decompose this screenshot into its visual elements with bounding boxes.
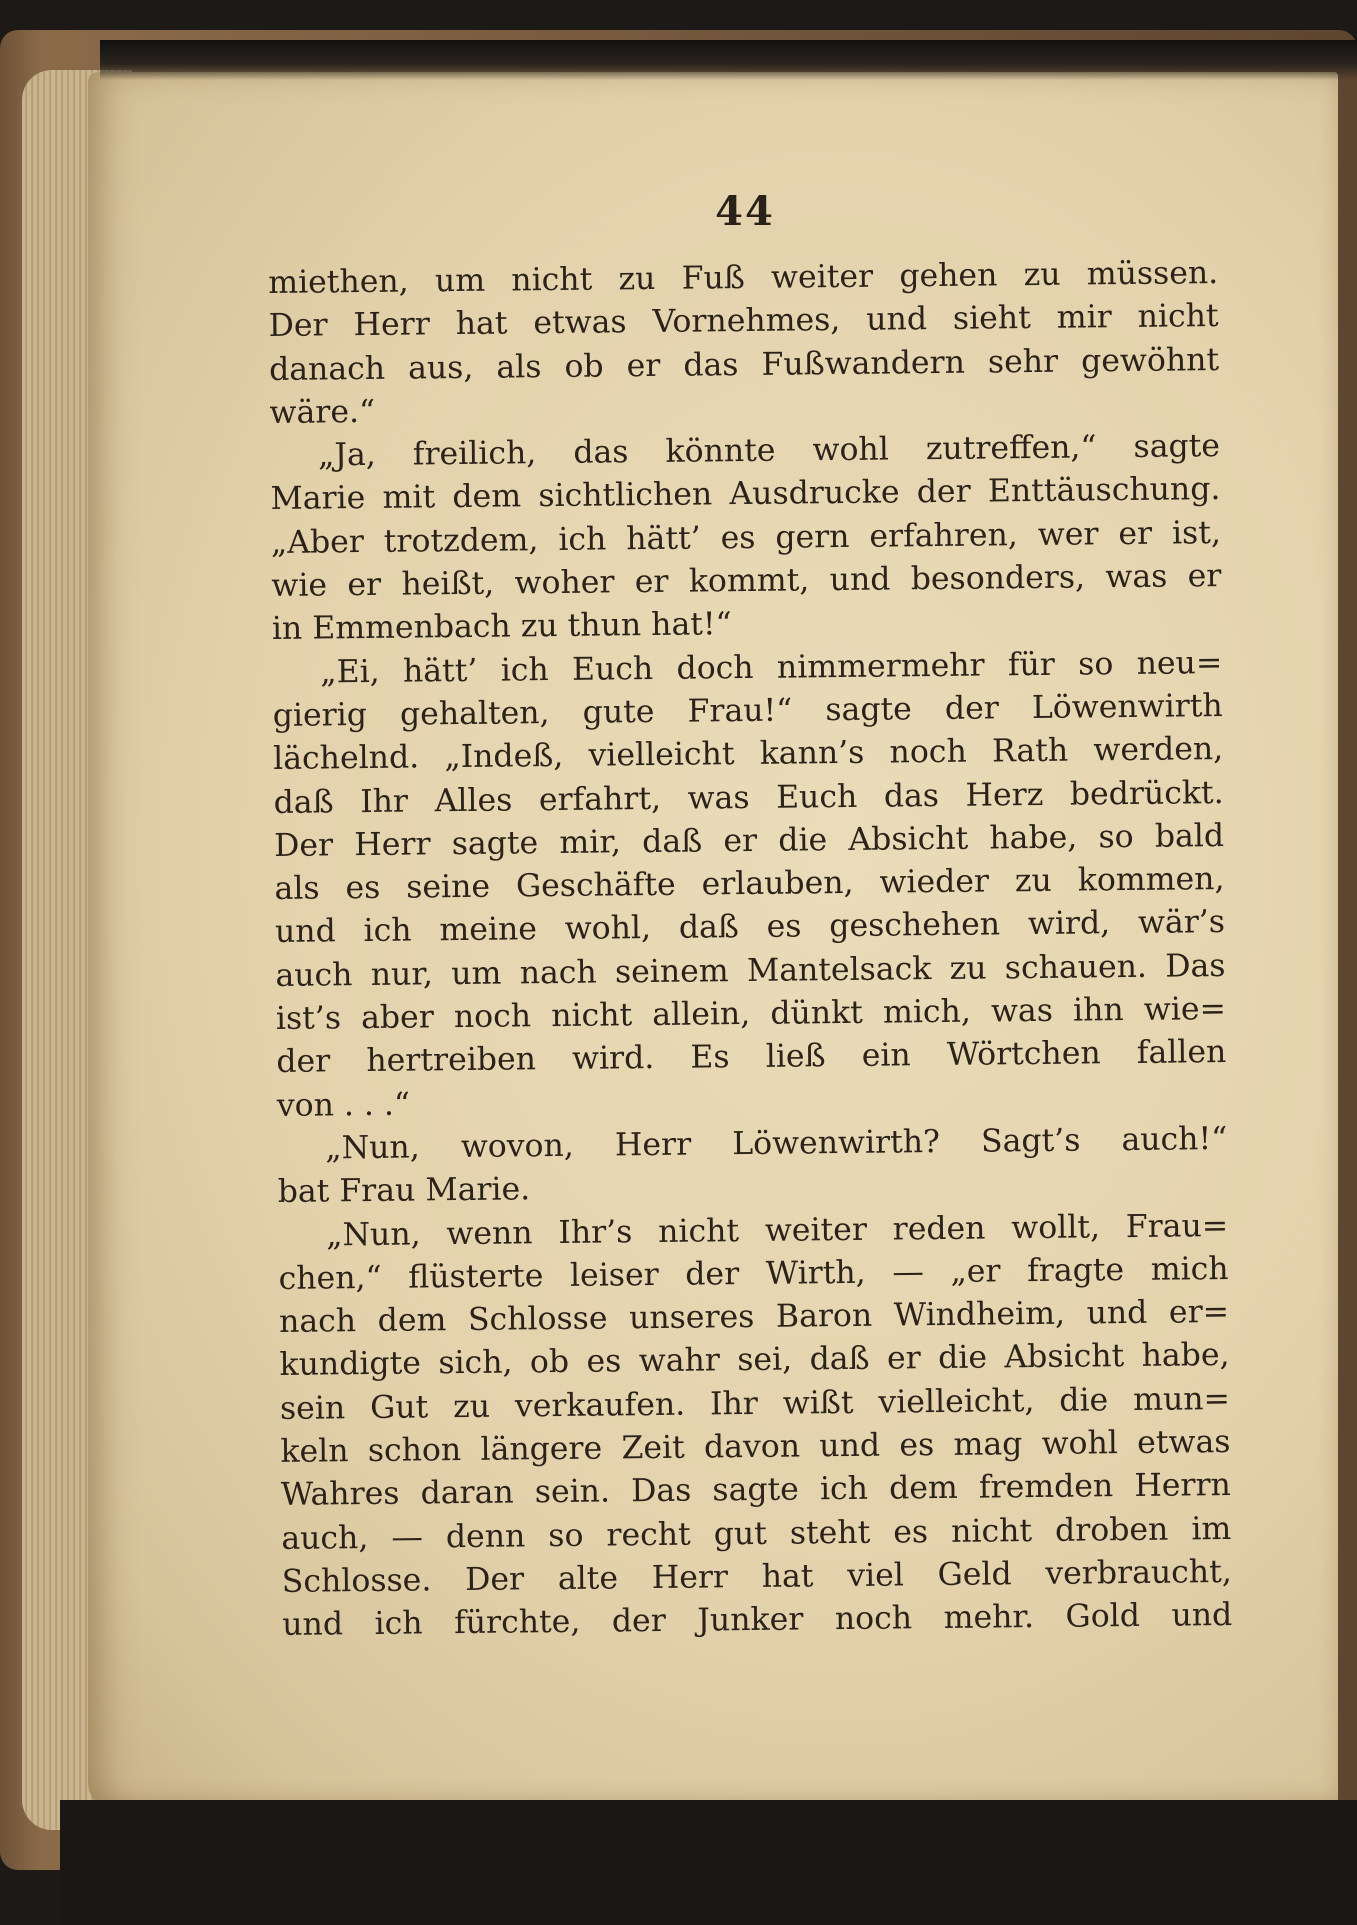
text-line: chen,“ flüsterte leiser der Wirth, — „er fragte mich bbox=[278, 1250, 1229, 1297]
text-line: wie er heißt, woher er kommt, und besonders, was er bbox=[271, 558, 1222, 605]
text-line: als es seine Geschäfte erlauben, wieder zu kommen, bbox=[274, 861, 1225, 908]
text-line: gierig gehalten, gute Frau!“ sagte der Löwenwirth bbox=[272, 687, 1223, 734]
text-line: miethen, um nicht zu Fuß weiter gehen zu müssen. bbox=[268, 255, 1219, 301]
text-line: „Nun, wenn Ihr’s nicht weiter reden wollt, Frau= bbox=[326, 1207, 1229, 1253]
text-line: nach dem Schlosse unseres Baron Windheim, und er= bbox=[278, 1294, 1230, 1341]
text-line: „Ei, hätt’ ich Euch doch nimmermehr für so neu= bbox=[320, 644, 1223, 691]
text-line: Der Herr hat etwas Vornehmes, und sieht mir nicht bbox=[268, 298, 1219, 345]
text-line: auch, — denn so recht gut steht es nicht droben im bbox=[281, 1510, 1232, 1557]
text-line: bat Frau Marie. bbox=[277, 1171, 531, 1211]
text-line: „Aber trotzdem, ich hätt’ es gern erfahren, wer er ist, bbox=[270, 514, 1222, 561]
text-line: der hertreiben wird. Es ließ ein Wörtchen fallen bbox=[276, 1034, 1227, 1081]
text-line: sein Gut zu verkaufen. Ihr wißt vielleicht, die mun= bbox=[279, 1380, 1231, 1427]
text-line: auch nur, um nach seinem Mantelsack zu schauen. Das bbox=[275, 947, 1226, 994]
text-line: wäre.“ bbox=[269, 393, 376, 431]
text-line: lächelnd. „Indeß, vielleicht kann’s noch Rath werden, bbox=[273, 731, 1224, 778]
text-line: und ich fürchte, der Junker noch mehr. Gold und bbox=[282, 1597, 1233, 1644]
top-shadow bbox=[100, 40, 1357, 80]
text-line: und ich meine wohl, daß es geschehen wird, wär’s bbox=[274, 904, 1226, 951]
text-line: Der Herr sagte mir, daß er die Absicht habe, so bald bbox=[273, 817, 1225, 864]
text-line: von . . .“ bbox=[276, 1086, 411, 1124]
text-line: ist’s aber noch nicht allein, dünkt mich, was ihn wie= bbox=[275, 991, 1227, 1038]
text-line: danach aus, als ob er das Fußwandern sehr gewöhnt bbox=[268, 341, 1220, 388]
text-line: Wahres daran sein. Das sagte ich dem fremden Herrn bbox=[280, 1467, 1232, 1514]
bottom-shadow bbox=[60, 1800, 1357, 1925]
text-line: kundigte sich, ob es wahr sei, daß er die Absicht habe, bbox=[279, 1337, 1230, 1384]
text-line: „Nun, wovon, Herr Löwenwirth? Sagt’s auch!“ bbox=[325, 1120, 1228, 1167]
text-line: in Emmenbach zu thun hat!“ bbox=[271, 606, 732, 648]
text-line: „Ja, freilich, das könnte wohl zutreffen,“ sagte bbox=[317, 428, 1221, 474]
text-line: keln schon längere Zeit davon und es mag wohl etwas bbox=[280, 1424, 1231, 1470]
text-line: Marie mit dem sichtlichen Ausdrucke der Enttäuschung. bbox=[270, 471, 1221, 518]
page-number: 44 bbox=[715, 188, 775, 235]
text-line: Schlosse. Der alte Herr hat viel Geld verbraucht, bbox=[281, 1553, 1232, 1600]
text-line: daß Ihr Alles erfahrt, was Euch das Herz bedrückt. bbox=[273, 774, 1224, 821]
body-text bbox=[268, 252, 1232, 1647]
